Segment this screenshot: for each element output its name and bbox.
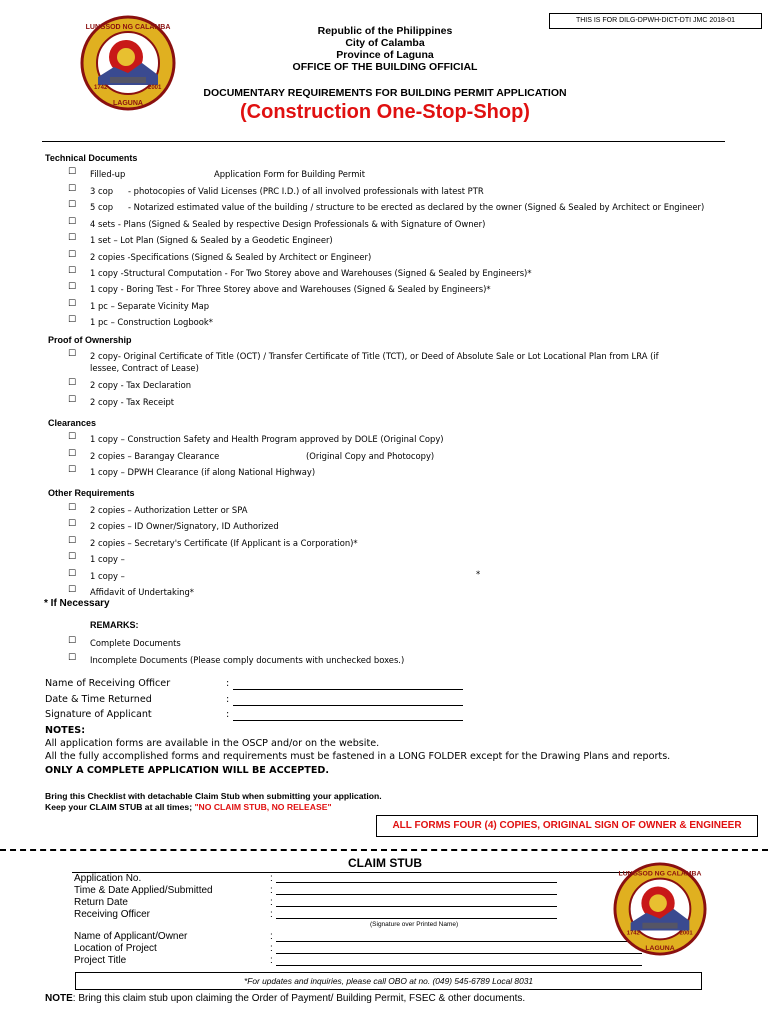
clearance-item-2-b: (Original Copy and Photocopy)	[306, 451, 435, 461]
field-colon: :	[226, 694, 230, 705]
if-necessary-note: * If Necessary	[44, 598, 110, 609]
header-divider	[42, 141, 725, 142]
other-item-2: 2 copies – ID Owner/Signatory, ID Authorized	[90, 521, 279, 531]
other-item-3: 2 copies – Secretary's Certificate (If Applicant is a Corporation)*	[90, 538, 358, 548]
checkbox[interactable]: ☐	[68, 378, 77, 388]
other-item-5-asterisk: *	[476, 569, 481, 579]
tech-item-3-a: 5 cop	[90, 202, 114, 212]
stub-applicant-name-line[interactable]	[276, 941, 642, 942]
stub-note	[45, 993, 525, 1004]
section-heading-clearances: Clearances	[48, 418, 97, 428]
field-colon: :	[270, 897, 273, 908]
stub-note-label: NOTE	[45, 993, 73, 1004]
checkbox[interactable]: ☐	[68, 282, 77, 292]
other-item-4: 1 copy –	[90, 554, 125, 564]
checkbox[interactable]: ☐	[68, 503, 77, 513]
checkbox[interactable]: ☐	[68, 349, 77, 359]
field-colon: :	[226, 709, 230, 720]
seal-year-left: 1742	[94, 85, 108, 91]
other-item-1: 2 copies – Authorization Letter or SPA	[90, 505, 248, 515]
seal-bottom-text: LAGUNA	[113, 100, 143, 107]
seal-top-text: LUNGSOD NG CALAMBA	[618, 870, 702, 878]
signature-applicant-label: Signature of Applicant	[45, 709, 152, 720]
checkbox[interactable]: ☐	[68, 465, 77, 475]
checkbox[interactable]: ☐	[68, 552, 77, 562]
remarks-complete: Complete Documents	[90, 638, 181, 648]
checkbox[interactable]: ☐	[68, 200, 77, 210]
notes-line-1: All application forms are available in the OSCP and/or on the website.	[45, 738, 380, 749]
calamba-seal-logo-stub	[613, 862, 707, 956]
checkbox[interactable]: ☐	[68, 569, 77, 579]
tech-item-1-a: Filled-up	[90, 169, 126, 179]
checkbox[interactable]: ☐	[68, 519, 77, 529]
notes-line-3: ONLY A COMPLETE APPLICATION WILL BE ACCEPTED.	[45, 765, 329, 776]
checkbox[interactable]: ☐	[68, 250, 77, 260]
all-forms-notice: ALL FORMS FOUR (4) COPIES, ORIGINAL SIGN OF OWNER & ENGINEER	[376, 815, 758, 837]
bring-checklist-note: Bring this Checklist with detachable Claim Stub when submitting your application.	[45, 791, 382, 801]
tech-item-6: 2 copies -Specifications (Signed & Sealed by Architect or Engineer)	[90, 252, 372, 262]
stub-application-no-label: Application No.	[74, 873, 142, 884]
tech-item-2-a: 3 cop	[90, 186, 114, 196]
claim-stub-title: CLAIM STUB	[348, 856, 422, 870]
tech-item-5: 1 set – Lot Plan (Signed & Sealed by a Geodetic Engineer)	[90, 235, 333, 245]
header-line-4: OFFICE OF THE BUILDING OFFICIAL	[292, 61, 478, 73]
receiving-officer-line[interactable]	[233, 689, 463, 690]
stub-receiving-officer-line[interactable]	[276, 918, 557, 919]
seal-top-text: LUNGSOD NG CALAMBA	[85, 24, 171, 31]
stub-location-label: Location of Project	[74, 943, 157, 954]
ownership-item-2: 2 copy - Tax Declaration	[90, 380, 192, 390]
no-claim-stub-warning: "NO CLAIM STUB, NO RELEASE"	[194, 802, 332, 812]
signature-applicant-line[interactable]	[233, 720, 463, 721]
section-heading-other: Other Requirements	[48, 488, 135, 498]
checkbox[interactable]: ☐	[68, 636, 77, 646]
checkbox[interactable]: ☐	[68, 536, 77, 546]
stub-applicant-name-label: Name of Applicant/Owner	[74, 931, 188, 942]
date-returned-line[interactable]	[233, 705, 463, 706]
receiving-officer-label: Name of Receiving Officer	[45, 678, 171, 689]
tech-item-3-b: - Notarized estimated value of the building / structure to be erected as declared by the owner (Signed & Sealed by Architect or Engineer)	[128, 202, 705, 212]
tech-item-10: 1 pc – Construction Logbook*	[90, 317, 213, 327]
document-subtitle: (Construction One-Stop-Shop)	[240, 101, 530, 123]
clearance-item-1: 1 copy – Construction Safety and Health Program approved by DOLE (Original Copy)	[90, 434, 444, 444]
field-colon: :	[270, 885, 273, 896]
stub-project-title-label: Project Title	[74, 955, 127, 966]
checkbox[interactable]: ☐	[68, 585, 77, 595]
claim-stub-divider	[72, 872, 657, 873]
section-heading-technical: Technical Documents	[45, 153, 138, 163]
date-returned-label: Date & Time Returned	[45, 694, 152, 705]
ownership-item-3: 2 copy - Tax Receipt	[90, 397, 175, 407]
stub-application-no-line[interactable]	[276, 882, 557, 883]
tech-item-2-b: - photocopies of Valid Licenses (PRC I.D.) of all involved professionals with latest PTR	[128, 186, 484, 196]
checkbox[interactable]: ☐	[68, 653, 77, 663]
checkbox[interactable]: ☐	[68, 449, 77, 459]
tech-item-7: 1 copy -Structural Computation - For Two Storey above and Warehouses (Signed & Sealed by Engineers)*	[90, 268, 532, 278]
notes-line-2: All the fully accomplished forms and requirements must be fastened in a LONG FOLDER except for the Drawing Plans and reports.	[45, 751, 671, 762]
signature-caption: (Signature over Printed Name)	[370, 921, 459, 928]
keep-claim-stub-text: Keep your CLAIM STUB at all times;	[45, 802, 193, 812]
seal-bottom-text: LAGUNA	[645, 945, 675, 953]
header-line-1: Republic of the Philippines	[317, 25, 453, 37]
document-title: DOCUMENTARY REQUIREMENTS FOR BUILDING PERMIT APPLICATION	[203, 87, 567, 99]
reference-box: THIS IS FOR DILG-DPWH-DICT-DTI JMC 2018-01	[549, 13, 762, 29]
checkbox[interactable]: ☐	[68, 395, 77, 405]
field-colon: :	[270, 955, 273, 966]
tech-item-1-b: Application Form for Building Permit	[214, 169, 365, 179]
stub-note-text: : Bring this claim stub upon claiming the Order of Payment/ Building Permit, FSEC & other documents.	[72, 993, 526, 1004]
stub-return-date-line[interactable]	[276, 906, 557, 907]
tech-item-8: 1 copy - Boring Test - For Three Storey above and Warehouses (Signed & Sealed by Engineers)*	[90, 284, 491, 294]
checkbox[interactable]: ☐	[68, 184, 77, 194]
stub-return-date-label: Return Date	[74, 897, 128, 908]
field-colon: :	[270, 909, 273, 920]
tech-item-4: 4 sets - Plans (Signed & Sealed by respective Design Professionals & with Signature of Owner)	[90, 219, 486, 229]
checkbox[interactable]: ☐	[68, 233, 77, 243]
clearance-item-3: 1 copy – DPWH Clearance (if along National Highway)	[90, 467, 316, 477]
seal-year-left: 1742	[626, 930, 640, 937]
checkbox[interactable]: ☐	[68, 432, 77, 442]
seal-year-right: 2001	[148, 85, 162, 91]
inquiries-phone-note: *For updates and inquiries, please call OBO at no. (049) 545-6789 Local 8031	[75, 972, 702, 990]
clearance-item-2-a: 2 copies – Barangay Clearance	[90, 451, 220, 461]
seal-year-right: 2001	[679, 930, 693, 937]
field-colon: :	[270, 931, 273, 942]
notes-heading: NOTES:	[45, 725, 86, 736]
stub-project-title-line[interactable]	[276, 965, 642, 966]
section-heading-ownership: Proof of Ownership	[48, 335, 132, 345]
field-colon: :	[270, 873, 273, 884]
checkbox[interactable]: ☐	[68, 299, 77, 309]
tech-item-9: 1 pc – Separate Vicinity Map	[90, 301, 210, 311]
other-item-6: Affidavit of Undertaking*	[90, 587, 194, 597]
ownership-item-1-line-1: 2 copy- Original Certificate of Title (OCT) / Transfer Certificate of Title (TCT), or Deed of Absolute Sale or Lot Locational Plan from LRA (if	[90, 351, 659, 361]
stub-time-date-line[interactable]	[276, 894, 557, 895]
field-colon: :	[270, 943, 273, 954]
cut-line	[0, 849, 768, 851]
keep-claim-stub-note	[45, 802, 332, 812]
checkbox[interactable]: ☐	[68, 266, 77, 276]
remarks-heading: REMARKS:	[90, 620, 139, 630]
field-colon: :	[226, 678, 230, 689]
ownership-item-1-line-2: lessee, Contract of Lease)	[90, 363, 199, 373]
stub-time-date-label: Time & Date Applied/Submitted	[74, 885, 213, 896]
remarks-incomplete: Incomplete Documents (Please comply documents with unchecked boxes.)	[90, 655, 405, 665]
header-line-3: Province of Laguna	[336, 49, 434, 61]
checkbox[interactable]: ☐	[68, 217, 77, 227]
stub-receiving-officer-label: Receiving Officer	[74, 909, 150, 920]
checkbox[interactable]: ☐	[68, 167, 77, 177]
stub-location-line[interactable]	[276, 953, 642, 954]
checkbox[interactable]: ☐	[68, 315, 77, 325]
header-line-2: City of Calamba	[345, 37, 425, 49]
other-item-5: 1 copy –	[90, 571, 125, 581]
